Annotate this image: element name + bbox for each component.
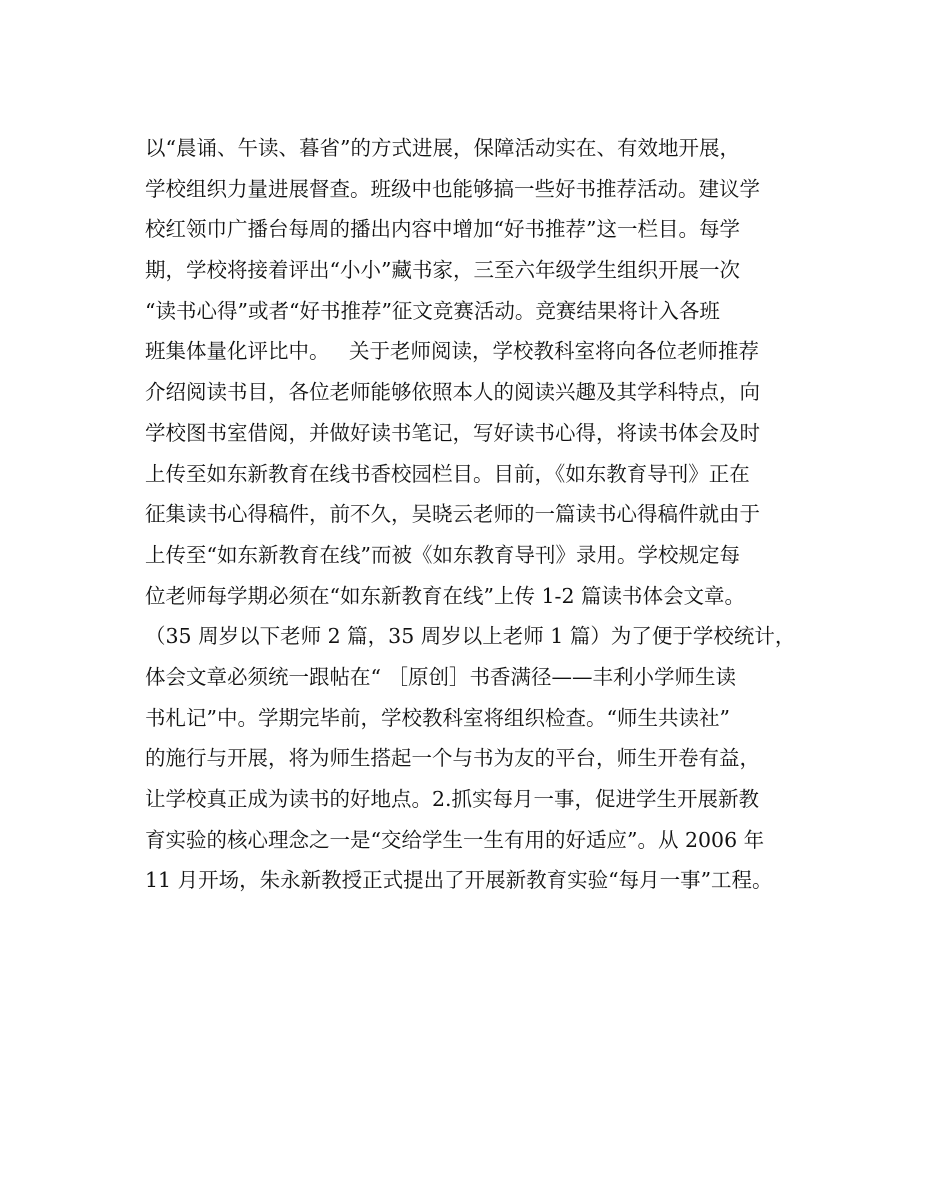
text-line: 上传至如东新教育在线书香校园栏目。目前，《如东教育导刊》正在 <box>145 461 750 486</box>
text-line: 以“晨诵、午读、暮省”的方式进展，保障活动实在、有效地开展， <box>145 136 740 160</box>
body-paragraph <box>145 128 835 901</box>
text-line: 体会文章必须统一跟帖在“ ［原创］书香满径——丰利小学师生读 <box>145 664 736 689</box>
text-line: 学校组织力量进展督查。班级中也能够搞一些好书推荐活动。建议学 <box>145 176 760 201</box>
text-line: 期，学校将接着评出“小小”藏书家，三至六年级学生组织开展一次 <box>145 258 740 283</box>
text-line: 介绍阅读书目，各位老师能够依照本人的阅读兴趣及其学科特点，向 <box>145 380 760 405</box>
text-line: 校红领巾广播台每周的播出内容中增加“好书推荐”这一栏目。每学 <box>145 217 740 242</box>
text-line: 征集读书心得稿件，前不久，吴晓云老师的一篇读书心得稿件就由于 <box>145 502 760 527</box>
text-line: 11 月开场，朱永新教授正式提出了开展新教育实验“每月一事”工程。 <box>145 868 773 893</box>
text-line: 上传至“如东新教育在线”而被《如东教育导刊》录用。学校规定每 <box>145 542 740 567</box>
text-line: （35 周岁以下老师 2 篇，35 周岁以上老师 1 篇）为了便于学校统计， <box>145 624 796 649</box>
text-line: 书札记”中。学期完毕前，学校教科室将组织检查。“师生共读社” <box>145 705 730 730</box>
text-line: 班集体量化评比中。 关于老师阅读，学校教科室将向各位老师推荐 <box>145 339 760 364</box>
text-line: 位老师每学期必须在“如东新教育在线”上传 1-2 篇读书体会文章。 <box>145 583 746 608</box>
text-line: 育实验的核心理念之一是“交给学生一生有用的好适应”。从 2006 年 <box>145 827 765 852</box>
text-line: 学校图书室借阅，并做好读书笔记，写好读书心得，将读书体会及时 <box>145 420 760 445</box>
text-line: “读书心得”或者“好书推荐”征文竞赛活动。竞赛结果将计入各班 <box>145 298 720 323</box>
text-line: 让学校真正成为读书的好地点。2.抓实每月一事，促进学生开展新教 <box>145 787 760 811</box>
text-line: 的施行与开展，将为师生搭起一个与书为友的平台，师生开卷有益， <box>145 746 760 771</box>
